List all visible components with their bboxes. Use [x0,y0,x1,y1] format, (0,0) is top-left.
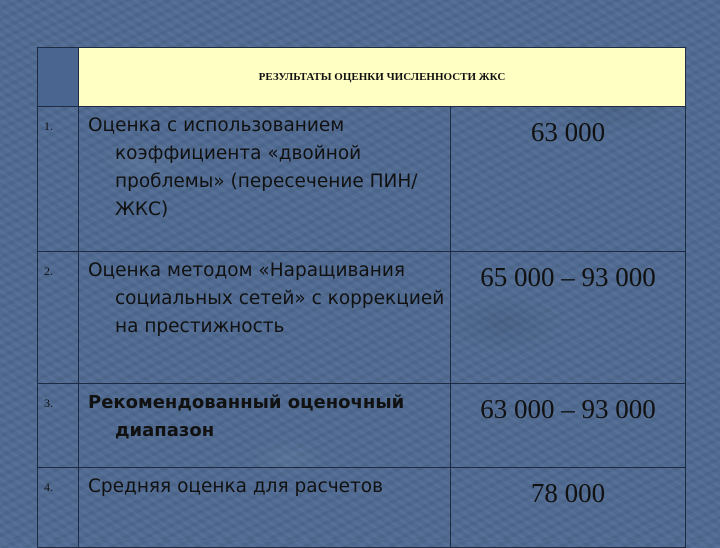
row-number: 2. [38,252,79,384]
table-row [38,107,686,252]
row-number: 1. [38,107,79,252]
row-description: Оценка с использованием коэффициента «двойной проблемы» (пересечение ПИН/ЖКС) [79,107,451,252]
row-value: 78 000 [451,468,686,548]
row-number: 4. [38,468,79,548]
header-blank-cell [38,48,79,107]
table-row [38,252,686,384]
table-row [38,384,686,468]
row-description: Средняя оценка для расчетов [79,468,451,548]
results-table [37,47,686,548]
header-row [38,48,686,107]
row-value: 63 000 [451,107,686,252]
row-number: 3. [38,384,79,468]
row-value: 65 000 – 93 000 [451,252,686,384]
table-row [38,468,686,548]
row-description: Рекомендованный оценочный диапазон [79,384,451,468]
table-title: РЕЗУЛЬТАТЫ ОЦЕНКИ ЧИСЛЕННОСТИ ЖКС [79,48,686,107]
row-value: 63 000 – 93 000 [451,384,686,468]
row-description: Оценка методом «Наращивания социальных сетей» с коррекцией на престижность [79,252,451,384]
